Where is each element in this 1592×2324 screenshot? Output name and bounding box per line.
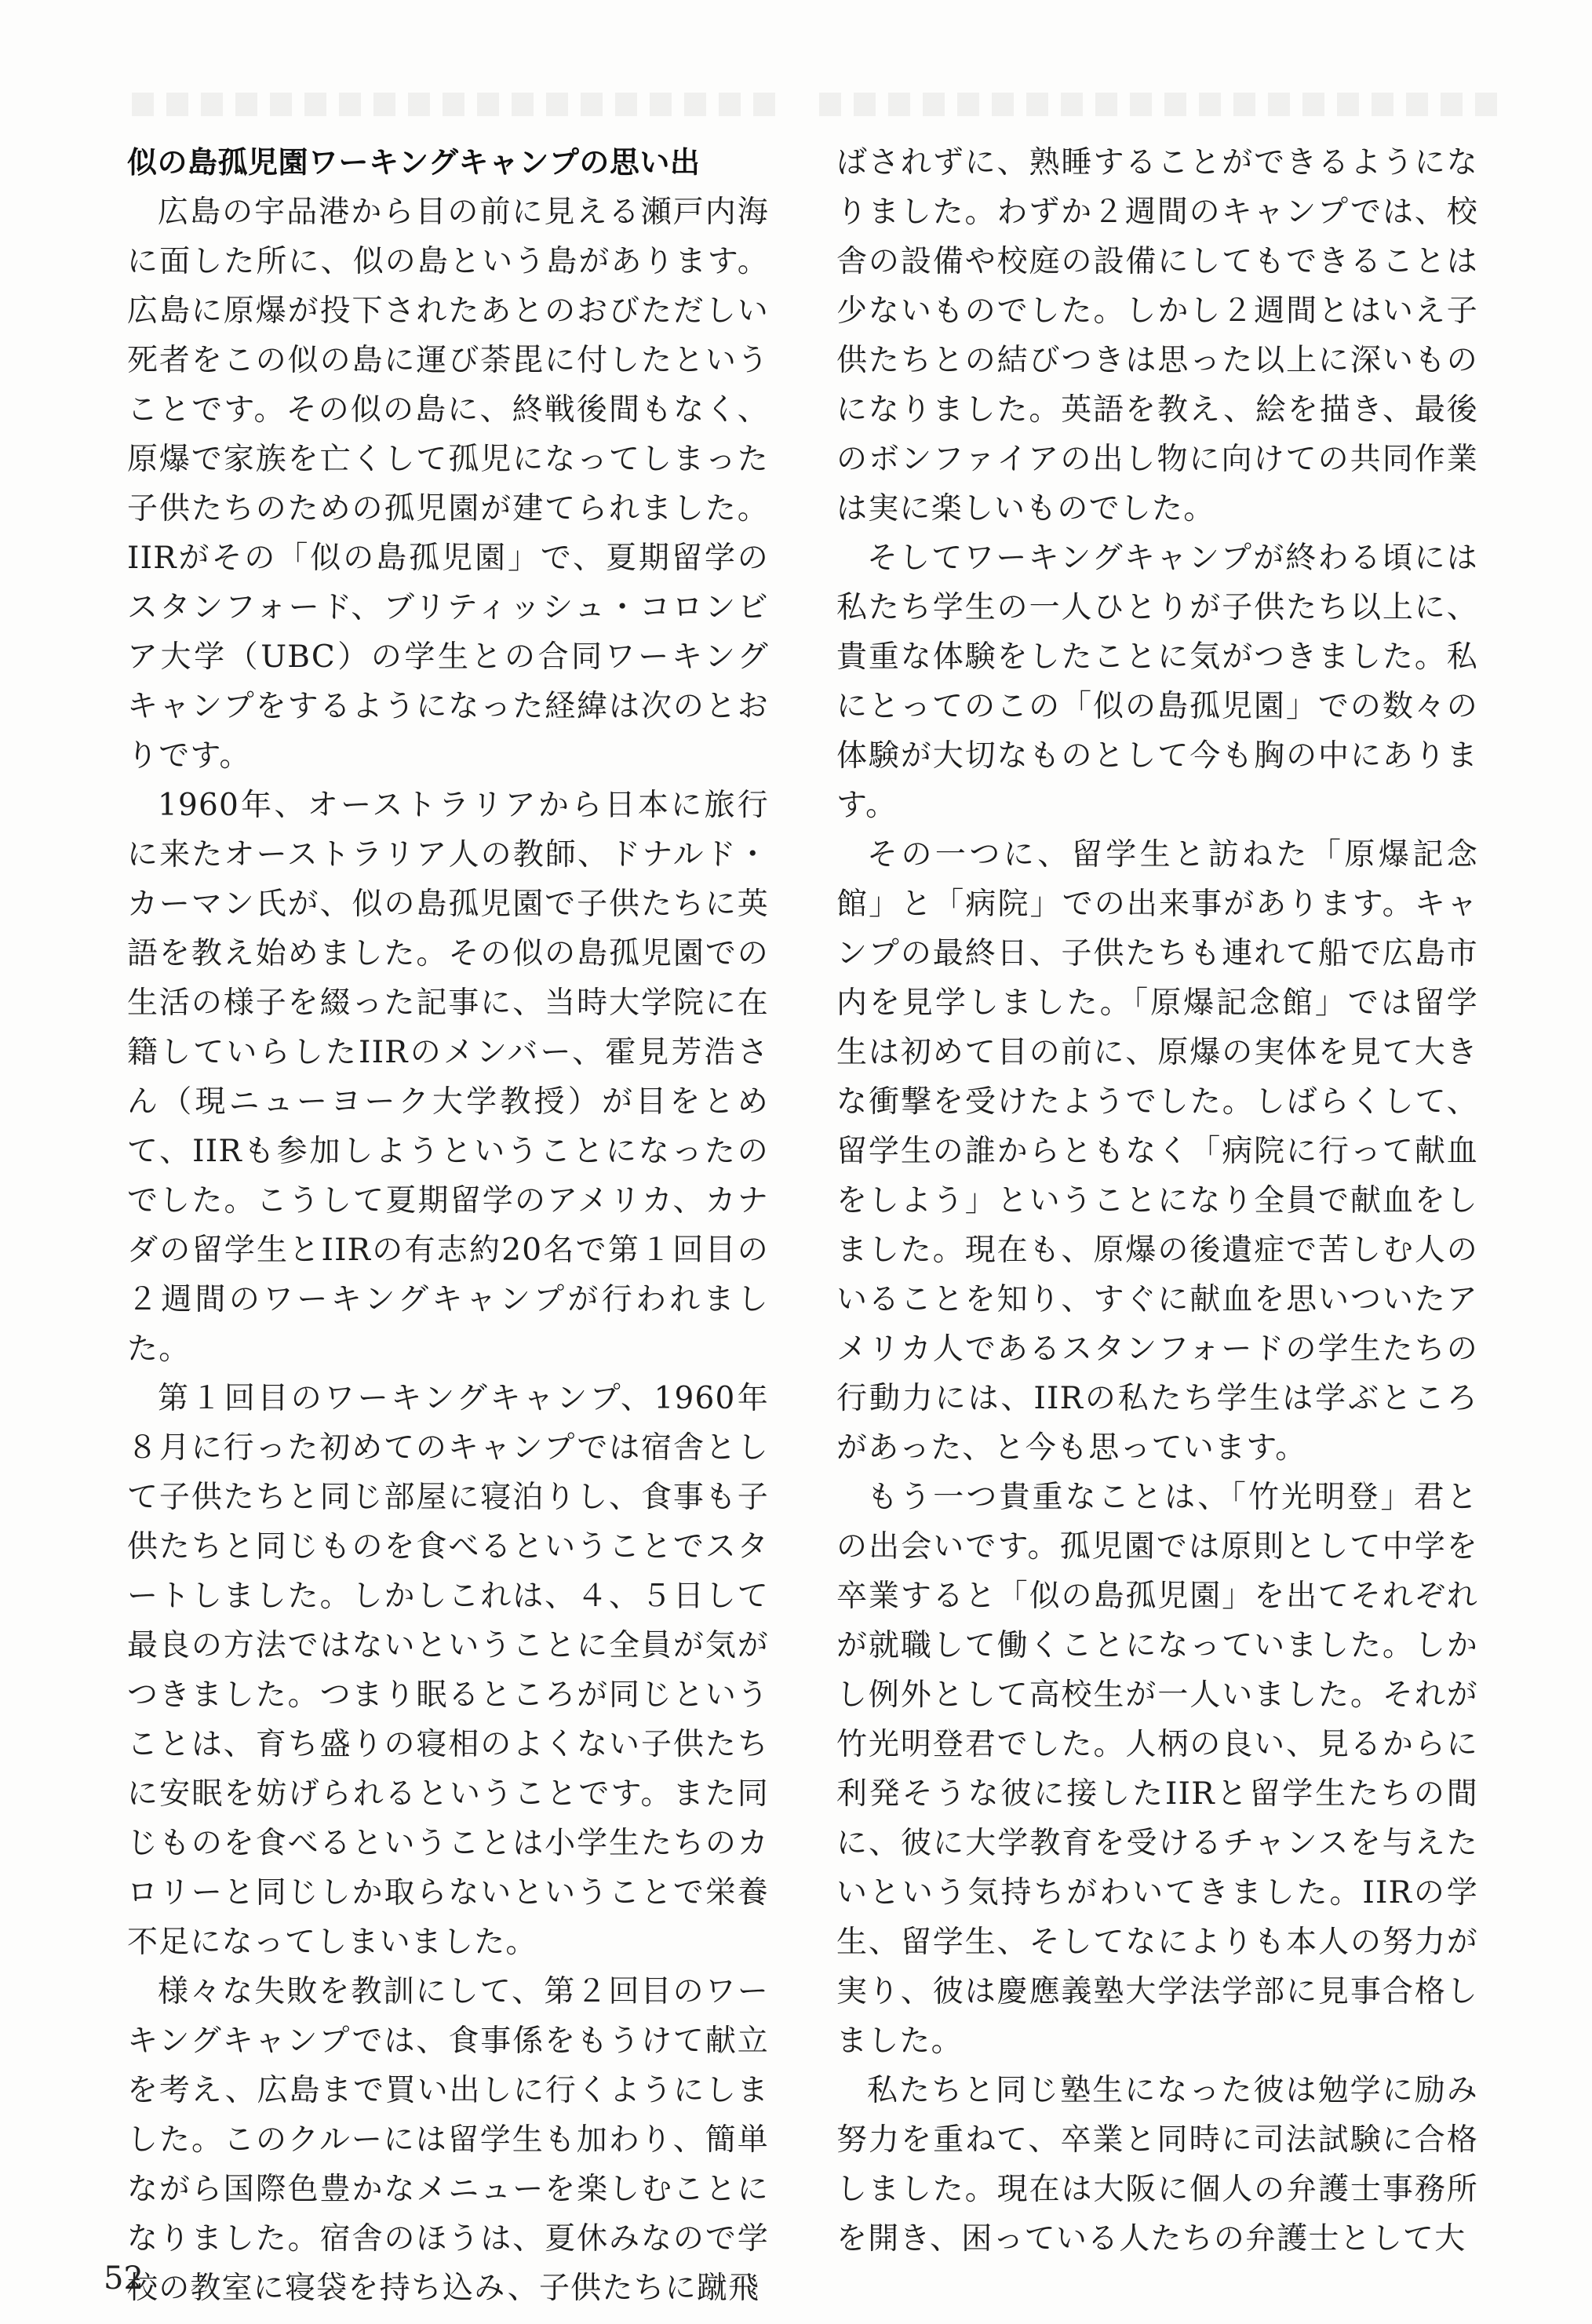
left-column (127, 138, 769, 2313)
section-heading: 似の島孤児園ワーキングキャンプの思い出 (127, 145, 701, 180)
paragraph-continued: ばされずに、熟睡することができるようになりました。わずか２週間のキャンプでは、校舎の設備や校庭の設備にしてもできることは少ないものでした。しかし２週間とはいえ子供たちとの結びつきは思った以上に深いものになりました。英語を教え、絵を描き、最後のボンファイアの出し物に向けての共同作業は実に楽しいものでした。 (836, 145, 1478, 526)
show-through-text (819, 93, 1502, 116)
right-column (836, 138, 1478, 2264)
paragraph: 私たちと同じ塾生になった彼は勉学に励み努力を重ねて、卒業と同時に司法試験に合格しました。現在は大阪に個人の弁護士事務所を開き、困っている人たちの弁護士として大 (836, 2073, 1478, 2257)
paragraph: 第１回目のワーキングキャンプ、1960年８月に行った初めてのキャンプでは宿舎として子供たちと同じ部屋に寝泊りし、食事も子供たちと同じものを食べるということでスタートしました。しかしこれは、４、５日して最良の方法ではないということに全員が気がつきました。つまり眠るところが同じということは、育ち盛りの寝相のよくない子供たちに安眠を妨げられるということです。また同じものを食べるということは小学生たちのカロリーと同じしか取らないということで栄養不足になってしまいました。 (127, 1381, 769, 1960)
paragraph: 1960年、オーストラリアから日本に旅行に来たオーストラリア人の教師、ドナルド・カーマン氏が、似の島孤児園で子供たちに英語を教え始めました。その似の島孤児園での生活の様子を綴った記事に、当時大学院に在籍していらしたIIRのメンバー、霍見芳浩さん（現ニューヨーク大学教授）が目をとめて、IIRも参加しようということになったのでした。こうして夏期留学のアメリカ、カナダの留学生とIIRの有志約20名で第１回目の２週間のワーキングキャンプが行われました。 (127, 788, 769, 1367)
paragraph: 様々な失敗を教訓にして、第２回目のワーキングキャンプでは、食事係をもうけて献立を考え、広島まで買い出しに行くようにしました。このクルーには留学生も加わり、簡単ながら国際色豊かなメニューを楽しむことになりました。宿舎のほうは、夏休みなので学校の教室に寝袋を持ち込み、子供たちに蹴飛 (127, 1974, 769, 2306)
paragraph: 広島の宇品港から目の前に見える瀬戸内海に面した所に、似の島という島があります。広島に原爆が投下されたあとのおびただしい死者をこの似の島に運び荼毘に付したということです。その似の島に、終戦後間もなく、原爆で家族を亡くして孤児になってしまった子供たちのための孤児園が建てられました。IIRがその「似の島孤児園」で、夏期留学のスタンフォード、ブリティッシュ・コロンビア大学（UBC）の学生との合同ワーキングキャンプをするようになった経緯は次のとおりです。 (127, 195, 769, 774)
show-through-text (132, 93, 775, 116)
paragraph: そしてワーキングキャンプが終わる頃には私たち学生の一人ひとりが子供たち以上に、貴重な体験をしたことに気がつきました。私にとってのこの「似の島孤児園」での数々の体験が大切なものとして今も胸の中にあります。 (836, 541, 1478, 823)
page-number: 52 (104, 2260, 144, 2297)
paragraph: その一つに、留学生と訪ねた「原爆記念館」と「病院」での出来事があります。キャンプの最終日、子供たちも連れて船で広島市内を見学しました。「原爆記念館」では留学生は初めて目の前に、原爆の実体を見て大きな衝撃を受けたようでした。しばらくして、留学生の誰からともなく「病院に行って献血をしよう」ということになり全員で献血をしました。現在も、原爆の後遺症で苦しむ人のいることを知り、すぐに献血を思いついたアメリカ人であるスタンフォードの学生たちの行動力には、IIRの私たち学生は学ぶところがあった、と今も思っています。 (836, 837, 1478, 1466)
paragraph: もう一つ貴重なことは、「竹光明登」君との出会いです。孤児園では原則として中学を卒業すると「似の島孤児園」を出てそれぞれが就職して働くことになっていました。しかし例外として高校生が一人いました。それが竹光明登君でした。人柄の良い、見るからに利発そうな彼に接したIIRと留学生たちの間に、彼に大学教育を受けるチャンスを与えたいという気持ちがわいてきました。IIRの学生、留学生、そしてなによりも本人の努力が実り、彼は慶應義塾大学法学部に見事合格しました。 (836, 1480, 1478, 2059)
